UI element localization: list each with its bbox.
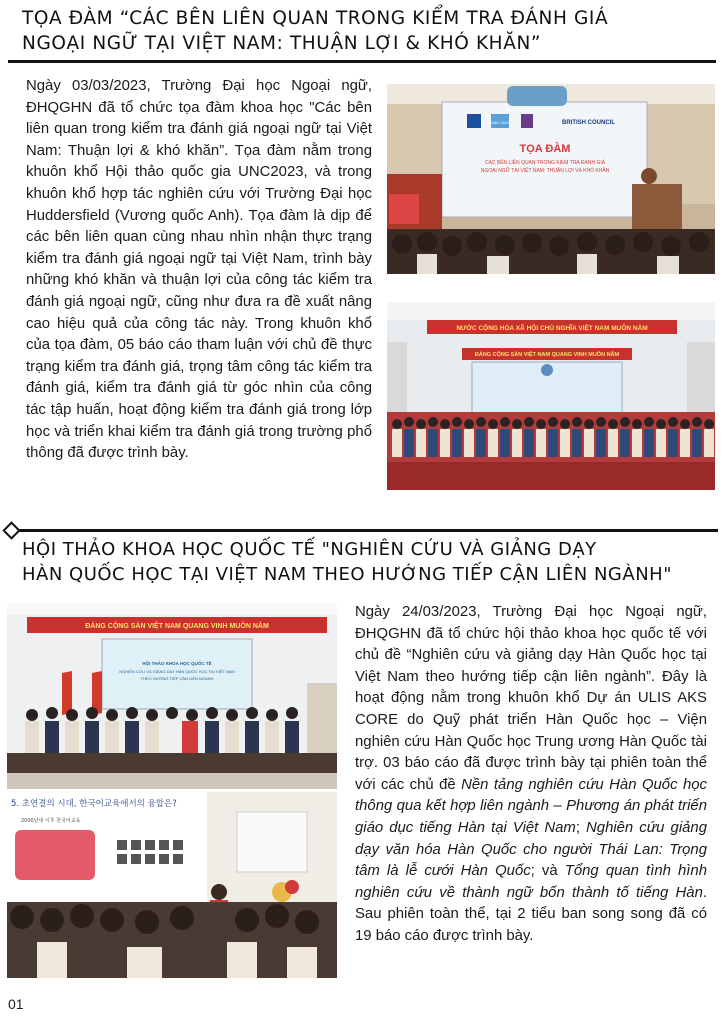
svg-text:CÁC BÊN LIÊN QUAN TRONG KIỂM T: CÁC BÊN LIÊN QUAN TRONG KIỂM TRA ĐÁNH GIÁ [484, 160, 606, 166]
svg-text:THEO HƯỚNG TIẾP CẬN LIÊN NGÀNH: THEO HƯỚNG TIẾP CẬN LIÊN NGÀNH [140, 676, 214, 681]
section2-text-b: . Sau phiên toàn thể, tại 2 tiểu ban song song đã có 19 báo cáo được trình bày. [355, 884, 707, 944]
section2-title [22, 537, 717, 587]
diamond-icon [2, 521, 20, 539]
section1-body [26, 76, 372, 465]
svg-text:NGOẠI NGỮ TẠI VIỆT NAM: THUẬN: NGOẠI NGỮ TẠI VIỆT NAM: THUẬN LỢI VÀ KHÓ KHĂN [480, 168, 610, 174]
svg-text:5. 초연결의 시대, 한국어교육에서의 융합은?: 5. 초연결의 시대, 한국어교육에서의 융합은? [11, 799, 177, 809]
section2-paragraph [355, 602, 707, 948]
svg-text:NƯỚC CỘNG HÒA XÃ HỘI CHỦ NGHĨA: NƯỚC CỘNG HÒA XÃ HỘI CHỦ NGHĨA VIỆT NAM MUÔN NĂM [456, 325, 648, 332]
section1-title-line2: NGOẠI NGỮ TẠI VIỆT NAM: THUẬN LỢI & KHÓ KHĂN” [22, 33, 542, 54]
svg-text:BRITISH COUNCIL: BRITISH COUNCIL [562, 120, 615, 126]
section2-text-a: Ngày 24/03/2023, Trường Đại học Ngoại ngữ, ĐHQGHN đã tổ chức hội thảo khoa học quốc tế với chủ đề “Nghiên cứu và giảng dạy Hàn Quốc học tại Việt Nam theo hướng tiếp cận liên ngành”. Đây là hoạt động nằm trong khuôn khổ Dự án ULIS AKS CORE do Quỹ phát triển Hàn Quốc học – Viện nghiên cứu Hàn Quốc học Trung ương Hàn Quốc tài trợ. 03 báo cáo đã được trình bày tại phiên toàn thể với các chủ đề [355, 604, 707, 793]
report-title-1: Nền tảng nghiên cứu Hàn Quốc học thông qua kết hợp liên ngành – Phương án phát triển giáo dục tiếng Hàn tại Việt Nam [355, 776, 708, 836]
top-rule [8, 60, 716, 63]
separator-1: ; [575, 819, 587, 836]
conference-group-photo [7, 603, 337, 789]
separator-2: ; và [530, 863, 565, 880]
presentation-photo [7, 792, 337, 978]
section-divider [14, 529, 718, 532]
svg-text:ĐẢNG CỘNG SẢN VIỆT NAM QUANG V: ĐẢNG CỘNG SẢN VIỆT NAM QUANG VINH MUÔN NĂM [85, 623, 269, 630]
section2-title-line2: HÀN QUỐC HỌC TẠI VIỆT NAM THEO HƯỚNG TIẾP CẬN LIÊN NGÀNH" [22, 564, 672, 585]
svg-text:HỘI THẢO KHOA HỌC QUỐC TẾ: HỘI THẢO KHOA HỌC QUỐC TẾ [142, 661, 212, 666]
report-title-3: Tổng quan tình hình nghiên cứu về thành ngữ bốn thành tố tiếng Hàn [355, 863, 707, 901]
section2-title-line1: HỘI THẢO KHOA HỌC QUỐC TẾ "NGHIÊN CỨU VÀ GIẢNG DẠY [22, 539, 597, 560]
report-title-2: Nghiên cứu giảng dạy văn hóa Hàn Quốc cho người Thái Lan: Trọng tâm là lễ cưới Hàn Quốc [355, 819, 707, 880]
svg-text:NGHIÊN CỨU VÀ GIẢNG DẠY HÀN QU: NGHIÊN CỨU VÀ GIẢNG DẠY HÀN QUỐC HỌC TẠI VIỆT NAM [119, 669, 235, 674]
section2-body [355, 602, 707, 948]
section1-title-line1: TỌA ĐÀM “CÁC BÊN LIÊN QUAN TRONG KIỂM TRA ĐÁNH GIÁ [22, 8, 609, 29]
svg-text:UNC 2023: UNC 2023 [490, 120, 510, 125]
page-number: 01 [8, 996, 24, 1012]
seminar-stage-photo [387, 84, 715, 274]
svg-text:2000년대 이후 한국어교육: 2000년대 이후 한국어교육 [21, 818, 81, 824]
section1-paragraph: Ngày 03/03/2023, Trường Đại học Ngoại ngữ, ĐHQGHN đã tổ chức tọa đàm khoa học "Các bên liên quan trong kiểm tra đánh giá ngoại ngữ tại Việt Nam: Thuận lợi & khó khăn”. Tọa đàm nằm trong khuôn khổ Hội thảo quốc gia UNC2023, và trong khuôn khổ hợp tác nghiên cứu với Trường Đại học Huddersfield (Vương quốc Anh). Tọa đàm là dịp để các bên liên quan cùng nhau nhìn nhận thực trạng kiểm tra đánh giá ngoại ngữ tại Việt Nam, trình bày những khó khăn và thuận lợi của công tác kiểm tra đánh giá ngoại ngữ, cũng như đưa ra đề xuất nâng cao hiệu quả của công tác này. Trong khuôn khổ của tọa đàm, 05 báo cáo tham luận với chủ đề thực trạng kiểm tra đánh giá, trọng tâm công tác kiểm tra đánh giá, kiểm tra đánh giá từ góc nhìn của công tác tập huấn, hoạt động kiểm tra đánh giá trong lớp học và triển khai kiểm tra đánh giá trong trường phổ thông đã được trình bày. [26, 78, 372, 462]
svg-text:ĐẢNG CỘNG SẢN VIỆT NAM QUANG V: ĐẢNG CỘNG SẢN VIỆT NAM QUANG VINH MUÔN NĂM [474, 352, 620, 358]
svg-text:TỌA ĐÀM: TỌA ĐÀM [519, 143, 571, 155]
section1-title [22, 6, 712, 56]
group-photo-hall [387, 302, 715, 490]
